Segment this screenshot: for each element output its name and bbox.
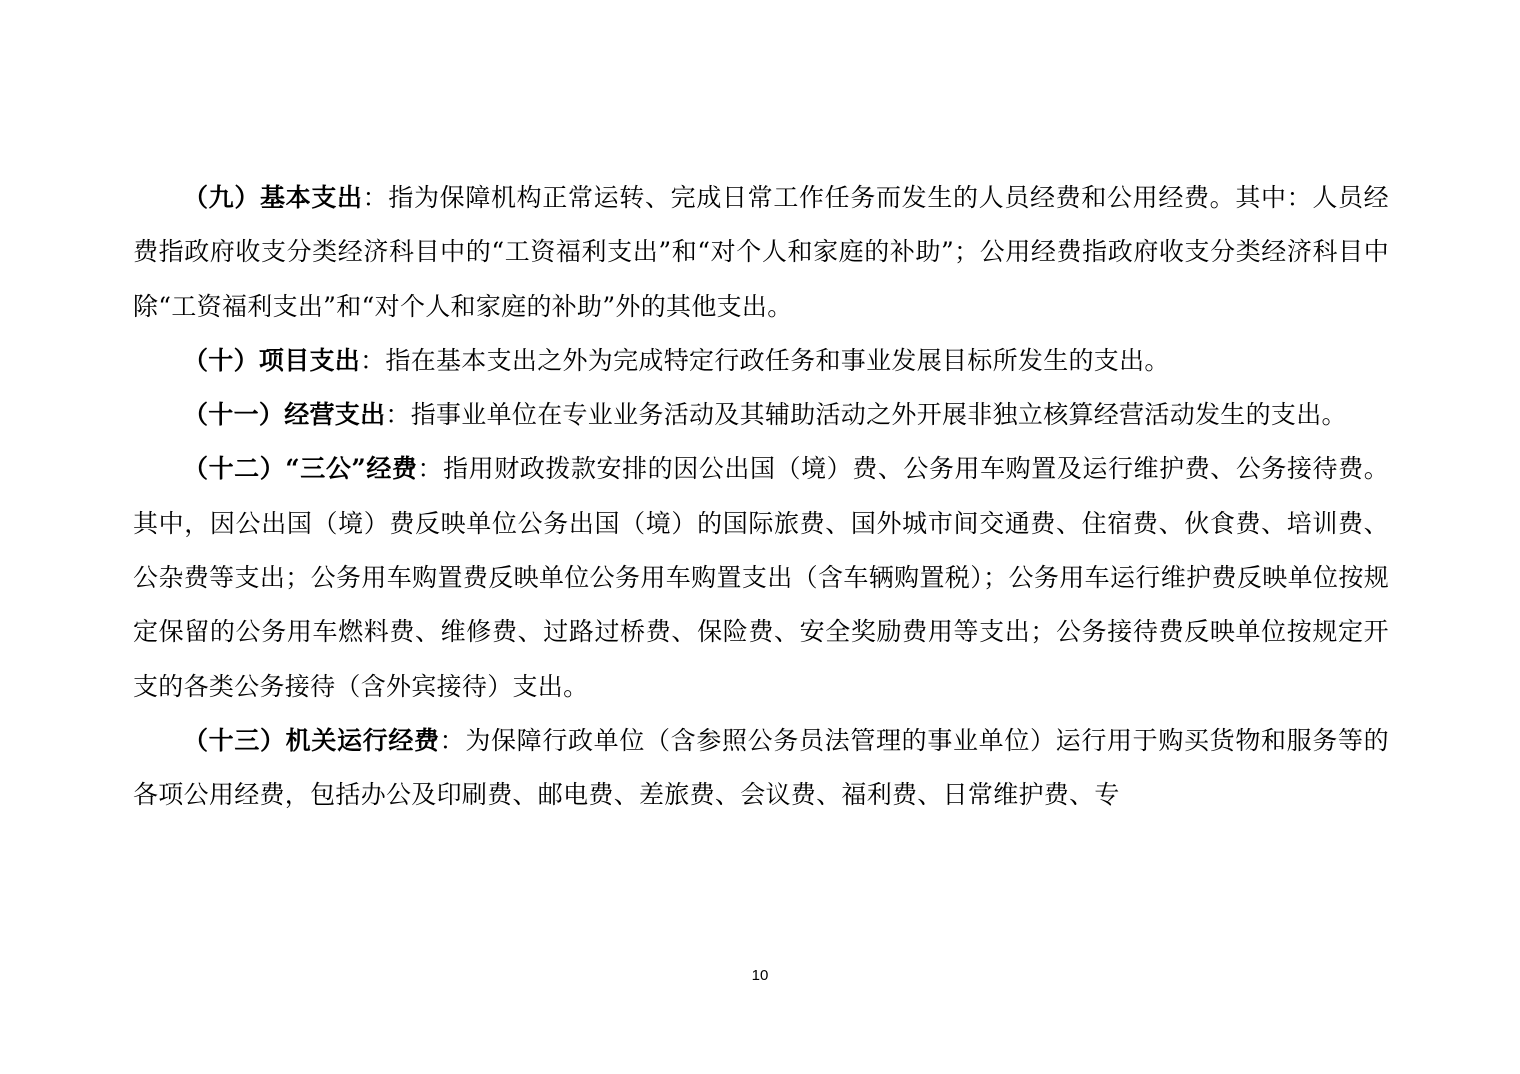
- term-three-public-expenses: （十二）“三公”经费: [183, 454, 418, 484]
- document-body: [133, 171, 1389, 823]
- definition-three-public-expenses: ：指用财政拨款安排的因公出国（境）费、公务用车购置及运行维护费、公务接待费。其中，因公出国（境）费反映单位公务出国（境）的国际旅费、国外城市间交通费、住宿费、伙食费、培训费、公杂费等支出；公务用车购置费反映单位公务用车购置支出（含车辆购置税）；公务用车运行维护费反映单位按规定保留的公务用车燃料费、维修费、过路过桥费、保险费、安全奖励费用等支出；公务接待费反映单位按规定开支的各类公务接待（含外宾接待）支出。: [133, 454, 1390, 701]
- paragraph-basic-expenditure: [133, 171, 1389, 334]
- definition-operating-expenditure: ：指事业单位在专业业务活动及其辅助活动之外开展非独立核算经营活动发生的支出。: [385, 400, 1347, 430]
- definition-project-expenditure: ：指在基本支出之外为完成特定行政任务和事业发展目标所发生的支出。: [360, 345, 1170, 375]
- paragraph-agency-operating-funds: [133, 714, 1389, 823]
- definition-agency-operating-funds: ：为保障行政单位（含参照公务员法管理的事业单位）运行用于购买货物和服务等的各项公用经费，包括办公及印刷费、邮电费、差旅费、会议费、福利费、日常维护费、专: [133, 725, 1389, 810]
- paragraph-operating-expenditure: [133, 388, 1389, 442]
- term-operating-expenditure: （十一）经营支出: [183, 400, 386, 430]
- paragraph-three-public-expenses: [133, 442, 1389, 713]
- term-project-expenditure: （十）项目支出: [183, 345, 361, 375]
- paragraph-project-expenditure: [133, 334, 1389, 388]
- page-number: 10: [751, 967, 769, 984]
- definition-basic-expenditure: ：指为保障机构正常运转、完成日常工作任务而发生的人员经费和公用经费。其中：人员经费指政府收支分类经济科目中的“工资福利支出”和“对个人和家庭的补助”；公用经费指政府收支分类经济科目中除“工资福利支出”和“对个人和家庭的补助”外的其他支出。: [133, 183, 1389, 321]
- term-agency-operating-funds: （十三）机关运行经费: [183, 725, 440, 755]
- term-basic-expenditure: （九）基本支出: [183, 183, 363, 212]
